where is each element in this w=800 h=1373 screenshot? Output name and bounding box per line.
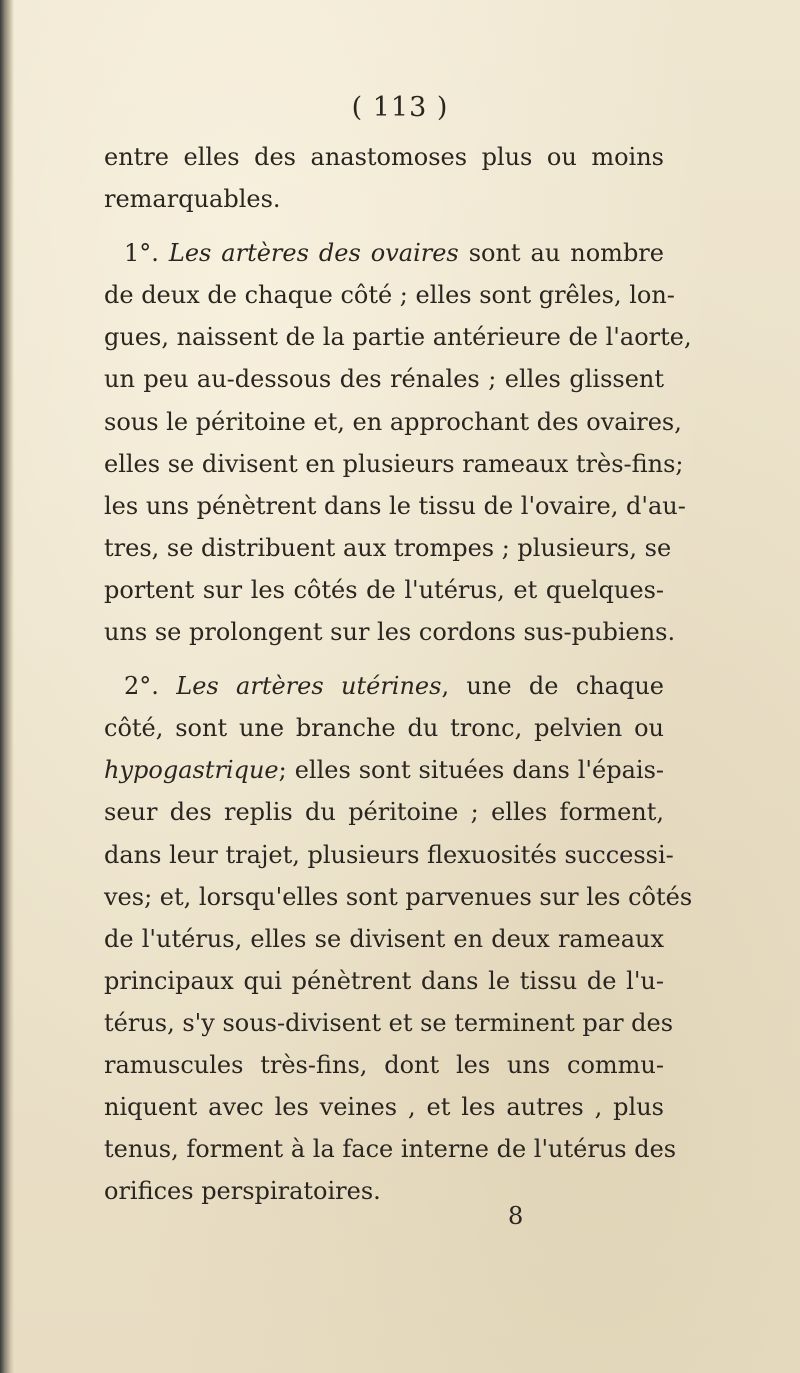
text-line: sous le péritoine et, en approchant des ovaires, bbox=[104, 407, 682, 436]
text-line: portent sur les côtés de l'utérus, et quelques- bbox=[104, 575, 664, 604]
text-line: les uns pénètrent dans le tissu de l'ovaire, d'au- bbox=[104, 491, 686, 520]
section-heading-ovaries: Les artères des ovaires bbox=[168, 239, 459, 268]
text-line: de l'utérus, elles se divisent en deux rameaux bbox=[104, 924, 664, 953]
text-line: hypogastrique; elles sont situées dans l'épais- bbox=[104, 756, 664, 785]
text-line: seur des replis du péritoine ; elles forment, bbox=[104, 798, 664, 827]
text-line: tenus, forment à la face interne de l'utérus des bbox=[104, 1135, 677, 1164]
text-line: 1°. Les artères des ovaires sont au nombre bbox=[124, 239, 664, 268]
binding-edge bbox=[0, 0, 14, 1373]
term-hypogastrique: hypogastrique bbox=[104, 756, 279, 785]
text-line: orifices perspiratoires. bbox=[104, 1177, 381, 1206]
text-line: dans leur trajet, plusieurs flexuosités successi- bbox=[104, 840, 674, 869]
text-line: elles se divisent en plusieurs rameaux très-fins; bbox=[104, 449, 684, 478]
text-line: principaux qui pénètrent dans le tissu de l'u- bbox=[104, 966, 664, 995]
text-line: 2°. Les artères utérines, une de chaque bbox=[124, 672, 664, 701]
text-line: térus, s'y sous-divisent et se terminent par des bbox=[104, 1008, 674, 1037]
text-line: tres, se distribuent aux trompes ; plusieurs, se bbox=[104, 533, 672, 562]
text-line: ves; et, lorsqu'elles sont parvenues sur les côtés bbox=[104, 882, 693, 911]
page-number-header: ( 113 ) bbox=[351, 92, 449, 123]
body-text bbox=[104, 136, 693, 1212]
text-line: ramuscules très-fins, dont les uns commu- bbox=[104, 1050, 664, 1079]
text-line: niquent avec les veines , et les autres , plus bbox=[104, 1093, 664, 1122]
text-line: gues, naissent de la partie antérieure de l'aorte, bbox=[104, 323, 692, 352]
signature-mark: 8 bbox=[508, 1202, 524, 1230]
section-heading-uterines: Les artères utérines bbox=[176, 672, 442, 701]
text-line: uns se prolongent sur les cordons sus-pubiens. bbox=[104, 618, 676, 647]
text-line: un peu au-dessous des rénales ; elles glissent bbox=[104, 365, 664, 394]
text-line: entre elles des anastomoses plus ou moins bbox=[104, 143, 664, 171]
text-line: côté, sont une branche du tronc, pelvien ou bbox=[104, 714, 664, 743]
text-line: de deux de chaque côté ; elles sont grêles, lon- bbox=[104, 281, 675, 310]
text-line: remarquables. bbox=[104, 185, 281, 214]
